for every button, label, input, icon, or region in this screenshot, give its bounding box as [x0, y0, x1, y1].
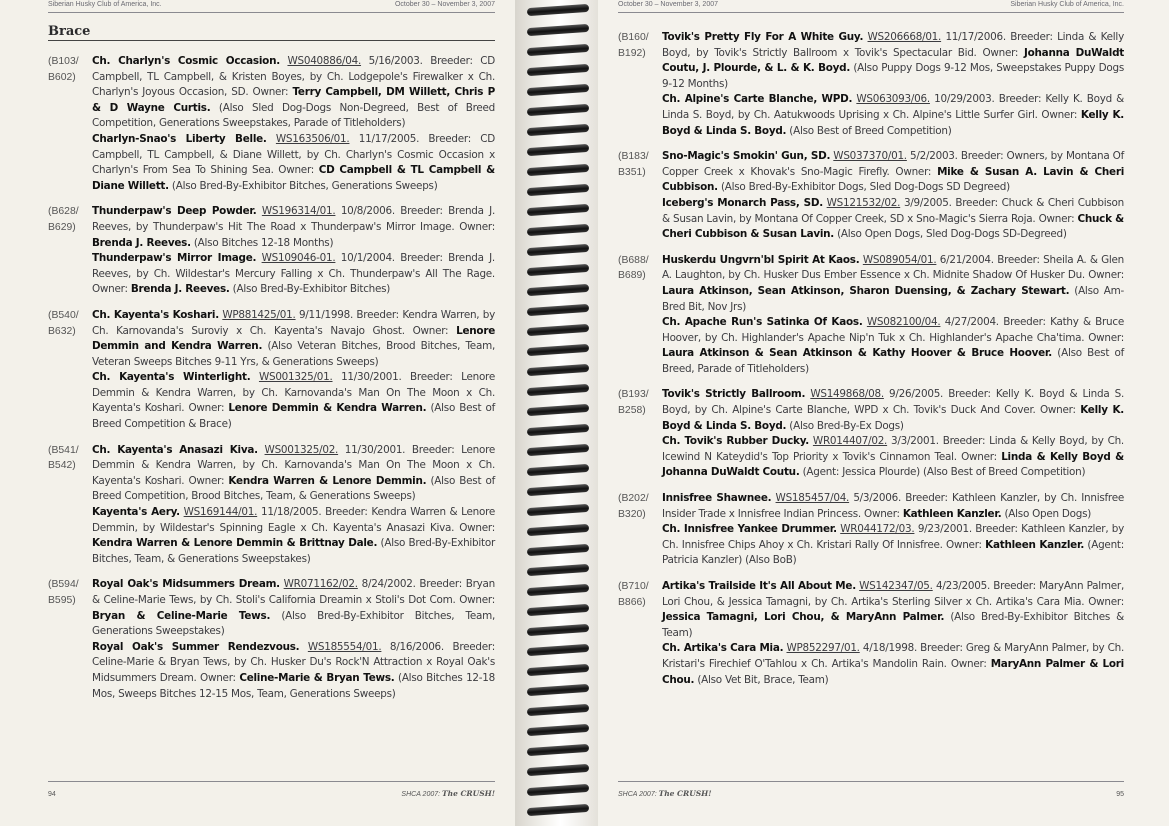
dog-name: Ch. Tovik's Rubber Ducky. — [662, 435, 809, 448]
dog-name: Tovik's Strictly Ballroom. — [662, 388, 806, 401]
dog-owner: Lenore Demmin and Kendra Warren. — [92, 324, 495, 353]
dog-details: 8/16/2006. Breeder: Celine-Marie & Bryan Tews, by Ch. Husker Du's Rock'N Attraction x Royal Oak's Midsummers Dream. Owner: — [92, 640, 495, 684]
dog-classes: (Also Best of Breed Competition, Brood Bitches, Team, & Generations Sweeps) — [92, 474, 495, 503]
dog-listing — [92, 204, 495, 251]
left-header-dates: October 30 – November 3, 2007 — [394, 1, 495, 8]
dog-name: Ch. Innisfree Yankee Drummer. — [662, 523, 837, 536]
dog-classes: (Also Bred-By-Exhibitor Bitches & Team) — [662, 611, 1124, 639]
registration-number: WS142347/05. — [859, 580, 933, 592]
catalog-number: B320) — [618, 508, 646, 520]
binding-ring — [527, 304, 589, 316]
catalog-number: B629) — [48, 221, 76, 233]
registration-number: WS001325/01. — [258, 371, 333, 384]
binding-ring — [527, 704, 589, 716]
dog-listing — [662, 387, 1124, 434]
catalog-numbers — [48, 308, 92, 433]
dog-listing — [662, 641, 1124, 688]
binding-ring — [527, 344, 589, 356]
dog-listing — [92, 54, 495, 132]
right-footer — [618, 781, 1124, 798]
dog-details: 3/9/2005. Breeder: Chuck & Cheri Cubbison & Susan Lavin, by Montana Of Copper Creek, SD x Sno-Magic's Sierra Roja. Owner: — [662, 196, 1124, 225]
dog-details: 10/29/2003. Breeder: Kelly K. Boyd & Linda S. Boyd, by Ch. Aatukwoods Uprising x Ch. Alpine's Little Surfer Girl. Owner: — [662, 93, 1124, 121]
brace-entry — [618, 579, 1124, 688]
brace-entry — [618, 253, 1124, 378]
right-page — [598, 0, 1169, 826]
registration-number: WS063093/06. — [856, 93, 930, 106]
dog-listing — [662, 253, 1124, 315]
dog-owner: Laura Atkinson & Sean Atkinson & Kathy Hoover & Bruce Hoover. — [662, 347, 1052, 360]
binding-ring — [527, 324, 589, 336]
dog-name: Royal Oak's Summer Rendezvous. — [92, 640, 300, 653]
binding-ring — [527, 204, 589, 216]
dog-owner: Kelly K. Boyd & Linda S. Boyd. — [662, 404, 1124, 432]
dog-classes: (Also Bred-By-Ex Dogs) — [789, 419, 904, 432]
catalog-number: (B541/ — [48, 444, 79, 456]
dog-classes: (Also Bred-By-Exhibitor Bitches, Generations Sweeps) — [171, 179, 438, 192]
registration-number: WR044172/03. — [840, 523, 915, 536]
binding-ring — [527, 724, 589, 736]
binding-ring — [527, 464, 589, 476]
binding-ring — [527, 64, 589, 76]
binding-ring — [527, 484, 589, 496]
binding-ring — [527, 524, 589, 536]
dog-listing — [92, 251, 495, 298]
binding-ring — [527, 144, 589, 156]
registration-number: WS206668/01. — [867, 31, 942, 43]
dog-name: Ch. Kayenta's Winterlight. — [92, 371, 251, 384]
dog-classes: (Also Puppy Dogs 9-12 Mos, Sweepstakes Puppy Dogs 9-12 Months) — [662, 62, 1124, 90]
binding-ring — [527, 244, 589, 256]
registration-number: WS196314/01. — [261, 205, 336, 218]
dog-owner: Chuck & Cheri Cubbison & Susan Lavin. — [662, 212, 1124, 241]
dog-listing — [662, 491, 1124, 522]
registration-number: WS040886/04. — [287, 55, 362, 67]
dog-listings — [662, 579, 1124, 688]
binding-ring — [527, 84, 589, 96]
registration-number: WS149868/08. — [810, 388, 884, 401]
dog-classes: (Also Am-Bred Bit, Nov Jrs) — [662, 284, 1124, 313]
dog-listings — [662, 253, 1124, 378]
right-page-number: 95 — [1116, 791, 1124, 798]
catalog-number: B689) — [618, 270, 646, 282]
dog-name: Ch. Kayenta's Anasazi Kiva. — [92, 443, 258, 456]
dog-classes: (Also Bred-By-Exhibitor Bitches, Team, & Generations Sweepstakes) — [92, 537, 495, 565]
catalog-number: B542) — [48, 460, 76, 472]
binding-ring — [527, 564, 589, 576]
dog-details: 10/1/2004. Breeder: Brenda J. Reeves, by Ch. Wildestar's Mercury Falling x Ch. Thunderpaw's All The Rage. Owner: — [92, 252, 495, 296]
catalog-numbers — [618, 387, 662, 481]
binding-ring — [527, 124, 589, 136]
dog-name: Charlyn-Snao's Liberty Belle. — [92, 132, 267, 145]
dog-listings — [662, 387, 1124, 481]
dog-listing — [92, 370, 495, 432]
dog-owner: Kathleen Kanzler. — [985, 538, 1085, 551]
catalog-number: (B202/ — [618, 493, 649, 505]
section-title: Brace — [48, 24, 495, 41]
dog-details: 9/26/2005. Breeder: Kelly K. Boyd & Linda S. Boyd, by Ch. Alpine's Carte Blanche, WPD x Ch. Tovik's Duck And Cover. Owner: — [662, 388, 1124, 417]
dog-owner: Kendra Warren & Lenore Demmin & Brittnay Dale. — [92, 537, 378, 550]
dog-listing — [662, 92, 1124, 139]
dog-owner: Kathleen Kanzler. — [902, 507, 1002, 520]
binding-ring — [527, 44, 589, 56]
binding-ring — [527, 684, 589, 696]
registration-number: WP852297/01. — [786, 642, 860, 655]
registration-number: WP881425/01. — [222, 308, 296, 321]
dog-classes: (Agent: Patricia Kanzler) (Also BoB) — [662, 538, 1124, 567]
catalog-number: (B193/ — [618, 389, 649, 401]
dog-owner: Mike & Susan A. Lavin & Cheri Cubbison. — [662, 165, 1125, 194]
binding-ring — [527, 264, 589, 276]
binding-ring — [527, 224, 589, 236]
dog-listing — [662, 434, 1124, 481]
dog-details: 11/17/2006. Breeder: Linda & Kelly Boyd, by Tovik's Strictly Ballroom x Tovik's Spectacular Bid. Owner: — [662, 31, 1124, 59]
dog-listing — [92, 132, 495, 194]
catalog-numbers — [618, 253, 662, 378]
binding-ring — [527, 404, 589, 416]
catalog-numbers — [618, 579, 662, 688]
binding-ring — [527, 384, 589, 396]
catalog-numbers — [618, 149, 662, 243]
dog-owner: MaryAnn Palmer & Lori Chou. — [662, 657, 1124, 686]
binding-ring — [527, 164, 589, 176]
binding-ring — [527, 444, 589, 456]
registration-number: WS169144/01. — [183, 506, 258, 519]
dog-details: 11/30/2001. Breeder: Lenore Demmin & Kendra Warren, by Ch. Karnovanda's Man On The Moon x Ch. Kayenta's Koshari. Owner: — [92, 371, 495, 415]
dog-name: Ch. Kayenta's Koshari. — [92, 308, 219, 321]
catalog-numbers — [618, 491, 662, 569]
binding-ring — [527, 604, 589, 616]
registration-number: WS037370/01. — [833, 150, 907, 163]
catalog-numbers — [48, 54, 92, 194]
dog-classes: (Also Bitches 12-18 Months) — [193, 236, 334, 249]
binding-ring — [527, 184, 589, 196]
binding-ring — [527, 644, 589, 656]
dog-listings — [662, 491, 1124, 569]
catalog-number: (B103/ — [48, 56, 79, 67]
dog-owner: Kelly K. Boyd & Linda S. Boyd. — [662, 108, 1124, 137]
catalog-numbers — [618, 30, 662, 139]
catalog-number: B595) — [48, 595, 76, 606]
dog-name: Ch. Alpine's Carte Blanche, WPD. — [662, 93, 853, 106]
dog-owner: Brenda J. Reeves. — [92, 236, 191, 249]
dog-details: 9/11/1998. Breeder: Kendra Warren, by Ch. Karnovanda's Suroviy x Ch. Kayenta's Navajo Ghost. Owner: — [92, 308, 495, 337]
binding-ring — [527, 764, 589, 776]
dog-details: 11/18/2005. Breeder: Kendra Warren & Lenore Demmin, by Wildestar's Spinning Eagle x Ch. Kayenta's Anasazi Kiva. Owner: — [92, 506, 496, 534]
dog-classes: (Also Best of Breed, Parade of Titleholders) — [662, 347, 1124, 375]
dog-owner: Laura Atkinson, Sean Atkinson, Sharon Duensing, & Zachary Stewart. — [662, 284, 1070, 297]
dog-classes: (Also Bred-By-Exhibitor Dogs, Sled Dog-Dogs SD Degreed) — [720, 181, 1010, 194]
brace-entry — [618, 30, 1124, 139]
registration-number: WR071162/02. — [283, 578, 358, 591]
dog-listing — [662, 522, 1124, 569]
dog-owner: Terry Campbell, DM Willett, Chris P & D Wayne Curtis. — [92, 86, 496, 114]
right-footer-brand: SHCA 2007: The CRUSH! — [618, 789, 712, 798]
registration-number: WS121532/02. — [826, 196, 901, 209]
binding-ring — [527, 284, 589, 296]
dog-name: Ch. Charlyn's Cosmic Occasion. — [92, 55, 280, 67]
dog-name: Thunderpaw's Mirror Image. — [92, 252, 257, 265]
binding-ring — [527, 4, 589, 16]
dog-name: Ch. Artika's Cara Mia. — [662, 642, 784, 655]
dog-listings — [662, 30, 1124, 139]
binding-ring — [527, 784, 589, 796]
binding-ring — [527, 624, 589, 636]
dog-listing — [662, 315, 1124, 377]
dog-details: 5/2/2003. Breeder: Owners, by Montana Of Copper Creek x Khovak's Sno-Magic Firefly. Owner: — [662, 150, 1124, 178]
binding-ring — [527, 24, 589, 36]
registration-number: WS109046-01. — [261, 252, 336, 265]
registration-number: WS001325/02. — [264, 443, 339, 456]
dog-details: 3/3/2001. Breeder: Linda & Kelly Boyd, by Ch. Icewind N Kateydid's Top Priority x Tovik's Cinnamon Teal. Owner: — [662, 435, 1124, 463]
dog-classes: (Also Open Dogs, Sled Dog-Dogs SD-Degreed) — [837, 228, 1067, 241]
dog-name: Innisfree Shawnee. — [662, 492, 772, 505]
dog-listing — [92, 505, 495, 567]
dog-classes: (Also Bred-By-Exhibitor Bitches, Team, Generations Sweepstakes) — [92, 609, 495, 638]
registration-number: WS082100/04. — [866, 316, 941, 329]
catalog-number: B192) — [618, 47, 646, 59]
binding-ring — [527, 664, 589, 676]
right-header-dates: October 30 – November 3, 2007 — [618, 1, 719, 8]
dog-owner: Lenore Demmin & Kendra Warren. — [228, 402, 427, 415]
left-header-club: Siberian Husky Club of America, Inc. — [48, 1, 162, 8]
dog-details: 11/30/2001. Breeder: Lenore Demmin & Kendra Warren, by Ch. Karnovanda's Man On The Moon x Ch. Kayenta's Koshari. Owner: — [92, 443, 496, 487]
dog-listings — [662, 149, 1124, 243]
brace-entry — [618, 149, 1124, 243]
dog-owner: Linda & Kelly Boyd & Johanna DuWaldt Coutu. — [662, 450, 1124, 479]
dog-name: Iceberg's Monarch Pass, SD. — [662, 196, 823, 209]
dog-details: 11/17/2005. Breeder: CD Campbell, TL Campbell, & Diane Willett, by Ch. Charlyn's Cosmic Occasion x Charlyn's From Sea To Shining Sea. Owner: — [92, 132, 495, 177]
dog-classes: (Also Bitches 12-18 Mos, Sweeps Bitches 12-15 Mos, Team, Generations Sweeps) — [92, 671, 496, 700]
dog-owner: Johanna DuWaldt Coutu, J. Plourde, & L. & K. Boyd. — [662, 46, 1124, 75]
dog-listing — [92, 443, 495, 505]
catalog-number: B632) — [48, 325, 76, 337]
brace-entry — [48, 54, 495, 194]
catalog-number: (B540/ — [48, 309, 79, 321]
registration-number: WS089054/01. — [862, 253, 937, 266]
dog-classes: (Also Veteran Bitches, Brood Bitches, Team, Veteran Sweeps Bitches 9-11 Yrs, & Generations Sweeps) — [92, 340, 495, 368]
dog-details: 5/3/2006. Breeder: Kathleen Kanzler, by Ch. Innisfree Insider Trade x Innisfree Indian Princess. Owner: — [662, 492, 1124, 520]
dog-name: Kayenta's Aery. — [92, 506, 180, 519]
dog-classes: (Also Best of Breed Competition & Brace) — [92, 402, 495, 431]
catalog-number: (B710/ — [618, 581, 649, 592]
dog-listing — [92, 577, 495, 639]
left-footer-brand: SHCA 2007: The CRUSH! — [401, 789, 495, 798]
dog-owner: Celine-Marie & Bryan Tews. — [239, 671, 395, 684]
dog-name: Sno-Magic's Smokin' Gun, SD. — [662, 150, 831, 163]
binding-ring — [527, 104, 589, 116]
right-header-club: Siberian Husky Club of America, Inc. — [1010, 1, 1124, 8]
binding-ring — [527, 744, 589, 756]
dog-name: Huskerdu Ungvrn'bl Spirit At Kaos. — [662, 253, 860, 266]
brace-entry — [48, 577, 495, 702]
dog-details: 6/21/2004. Breeder: Sheila A. & Glen A. Laughton, by Ch. Husker Dus Ember Essence x Ch. Midnite Shadow Of Husker Du. Owner: — [662, 253, 1124, 282]
right-entries — [618, 30, 1124, 698]
catalog-numbers — [48, 204, 92, 298]
dog-owner: Bryan & Celine-Marie Tews. — [92, 609, 271, 622]
dog-listing — [662, 149, 1124, 196]
dog-owner: Brenda J. Reeves. — [130, 283, 230, 296]
dog-details: 4/27/2004. Breeder: Kathy & Bruce Hoover, by Ch. Highlander's Apache Nip'n Tuk x Ch. Highlander's Apache Cha'tima. Owner: — [662, 316, 1125, 344]
registration-number: WR014407/02. — [812, 435, 888, 448]
dog-name: Royal Oak's Midsummers Dream. — [92, 578, 280, 591]
catalog-number: B258) — [618, 405, 646, 417]
catalog-number: (B160/ — [618, 32, 649, 43]
binding-ring — [527, 584, 589, 596]
dog-listing — [92, 640, 495, 702]
left-page — [0, 0, 515, 826]
dog-details: 5/16/2003. Breeder: CD Campbell, TL Campbell, & Kristen Boyes, by Ch. Lodgepole's Firewalker x Ch. Charlyn's Joyous Occasion, SD. Owner: — [92, 55, 496, 99]
dog-owner: Jessica Tamagni, Lori Chou, & MaryAnn Palmer. — [662, 611, 945, 624]
dog-listings — [92, 443, 495, 568]
dog-listings — [92, 577, 495, 702]
dog-details: 4/18/1998. Breeder: Greg & MaryAnn Palmer, by Ch. Kristari's Firechief O'Tahlou x Ch. Artika's Mandolin Rain. Owner: — [662, 642, 1125, 670]
dog-name: Thunderpaw's Deep Powder. — [92, 205, 257, 218]
dog-classes: (Agent: Jessica Plourde) (Also Best of Breed Competition) — [802, 466, 1086, 479]
binding-ring — [527, 504, 589, 516]
brace-entry — [48, 308, 495, 433]
catalog-number: (B628/ — [48, 206, 79, 218]
dog-details: 10/8/2006. Breeder: Brenda J. Reeves, by Thunderpaw's Hit The Road x Thunderpaw's Mirror Image. Owner: — [92, 205, 495, 233]
dog-details: 9/23/2001. Breeder: Kathleen Kanzler, by Ch. Innisfree Chips Ahoy x Ch. Kristari Rally Of Innisfree. Owner: — [662, 523, 1124, 551]
catalog-numbers — [48, 443, 92, 568]
dog-classes: (Also Sled Dog-Dogs Non-Degreed, Best of Breed Competition, Generations Sweepstakes, Parade of Titleholders) — [92, 101, 495, 130]
catalog-number: (B183/ — [618, 151, 649, 163]
registration-number: WS185457/04. — [775, 492, 850, 505]
dog-owner: CD Campbell & TL Campbell & Diane Willett. — [92, 164, 495, 192]
dog-name: Artika's Trailside It's All About Me. — [662, 580, 856, 592]
catalog-number: B351) — [618, 166, 646, 178]
left-running-head — [48, 1, 495, 13]
brace-entry — [48, 443, 495, 568]
catalog-number: (B594/ — [48, 579, 79, 591]
brace-entry — [48, 204, 495, 298]
left-entries — [48, 54, 495, 712]
registration-number: WS185554/01. — [307, 640, 382, 653]
catalog-number: B866) — [618, 596, 646, 608]
dog-listing — [662, 579, 1124, 641]
dog-owner: Kendra Warren & Lenore Demmin. — [228, 474, 427, 487]
dog-listings — [92, 54, 495, 194]
dog-listing — [662, 30, 1124, 92]
catalog-numbers — [48, 577, 92, 702]
dog-listing — [662, 196, 1124, 243]
dog-listings — [92, 204, 495, 298]
dog-name: Tovik's Pretty Fly For A White Guy. — [662, 31, 864, 43]
brace-entry — [618, 387, 1124, 481]
dog-details: 4/23/2005. Breeder: MaryAnn Palmer, Lori Chou, & Jessica Tamagni, by Ch. Artika's Sterling Silver x Ch. Artika's Cara Mia. Owner: — [662, 580, 1124, 608]
catalog-number: (B688/ — [618, 254, 649, 266]
brace-entry — [618, 491, 1124, 569]
dog-listings — [92, 308, 495, 433]
dog-name: Ch. Apache Run's Satinka Of Kaos. — [662, 316, 863, 329]
left-page-number: 94 — [48, 791, 56, 798]
dog-classes: (Also Open Dogs) — [1004, 507, 1092, 520]
registration-number: WS163506/01. — [275, 132, 350, 145]
catalog-number: B602) — [48, 71, 76, 83]
binding-ring — [527, 364, 589, 376]
dog-details: 8/24/2002. Breeder: Bryan & Celine-Marie Tews, by Ch. Stoli's California Dreamin x Stoli's Dot Com. Owner: — [92, 578, 495, 606]
binding-ring — [527, 424, 589, 436]
binding-ring — [527, 804, 589, 816]
spiral-binding — [515, 0, 598, 826]
dog-classes: (Also Best of Breed Competition) — [789, 124, 952, 137]
binding-ring — [527, 544, 589, 556]
right-running-head — [618, 1, 1124, 13]
dog-classes: (Also Bred-By-Exhibitor Bitches) — [232, 283, 391, 296]
left-footer — [48, 781, 495, 798]
dog-listing — [92, 308, 495, 370]
dog-classes: (Also Vet Bit, Brace, Team) — [697, 673, 829, 686]
